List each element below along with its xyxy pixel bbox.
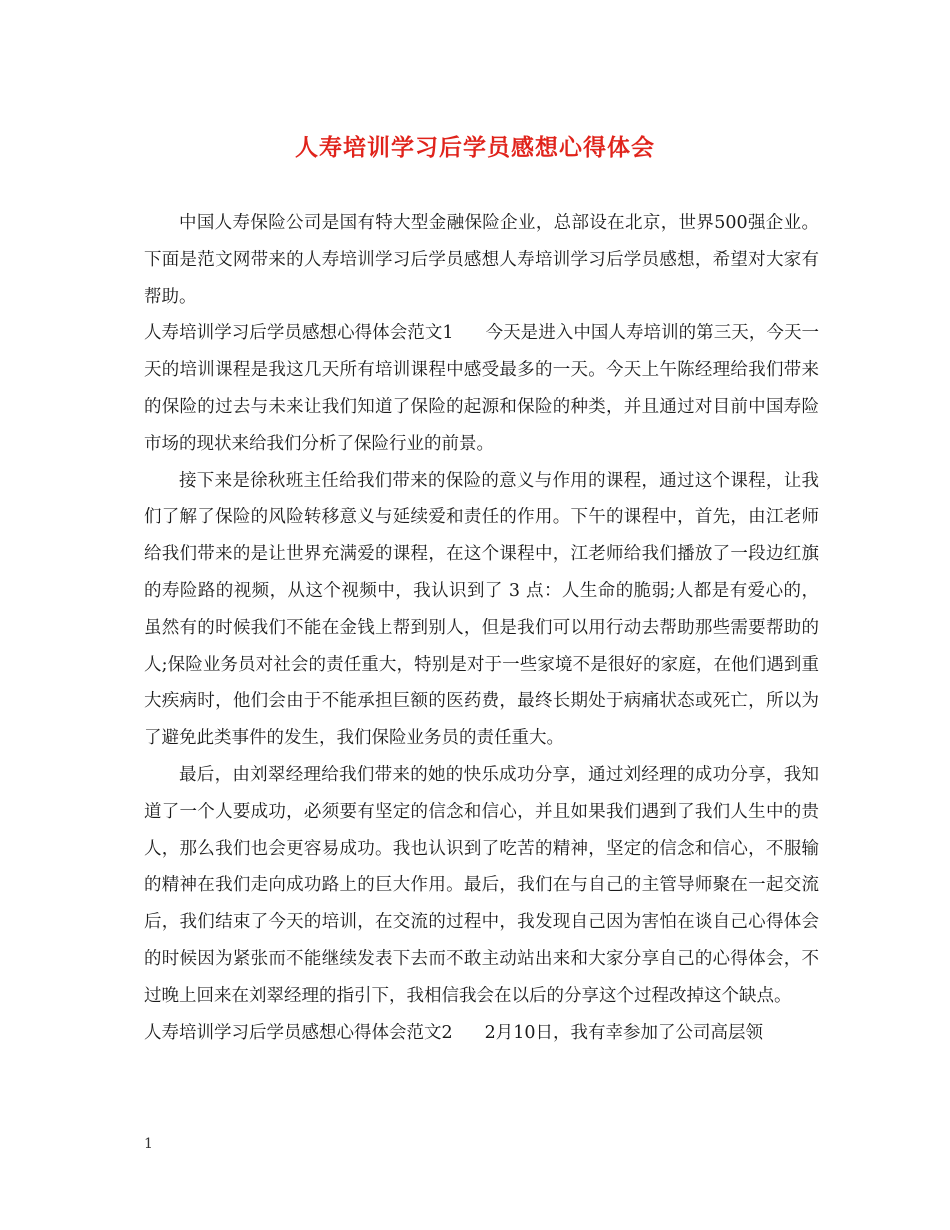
section1-first-text: 今天是进入中国人寿培训的第三天，今天一天的培训课程是我这几天所有培训课程中感受最多的一天。今天上午陈经理给我们带来的保险的过去与未来让我们知道了保险的起源和保险的种类，并且通过对目前中国寿险市场的现状来给我们分析了保险行业的前景。 (144, 323, 819, 454)
document-title: 人寿培训学习后学员感想心得体会 (295, 134, 655, 161)
paragraph-3: 最后，由刘翠经理给我们带来的她的快乐成功分享，通过刘经理的成功分享，我知道了一个人要成功，必须要有坚定的信念和信心，并且如果我们遇到了我们人生中的贵人，那么我们也会更容易成功。我也认识到了吃苦的精神，坚定的信念和信心，不服输的精神在我们走向成功路上的巨大作用。最后，我们在与自己的主管导师聚在一起交流后，我们结束了今天的培训，在交流的过程中，我发现自己因为害怕在谈自己心得体会的时候因为紧张而不能继续发表下去而不敢主动站出来和大家分享自己的心得体会，不过晚上回来在刘翠经理的指引下，我相信我会在以后的分享这个过程改掉这个缺点。 (144, 764, 819, 1006)
page-number: 1 (144, 1136, 153, 1152)
intro-paragraph: 中国人寿保险公司是国有特大型金融保险企业，总部设在北京，世界500强企业。下面是范文网带来的人寿培训学习后学员感想人寿培训学习后学员感想，希望对大家有帮助。 (144, 213, 819, 307)
section2-first-text: 2月10日，我有幸参加了公司高层领 (484, 1022, 764, 1043)
section2-paragraph (144, 1015, 819, 1052)
section1-heading: 人寿培训学习后学员感想心得体会范文1 (144, 323, 454, 344)
section2-heading: 人寿培训学习后学员感想心得体会范文2 (144, 1022, 453, 1043)
paragraph-2: 接下来是徐秋班主任给我们带来的保险的意义与作用的课程，通过这个课程，让我们了解了保险的风险转移意义与延续爱和责任的作用。下午的课程中，首先，由江老师给我们带来的是让世界充满爱的课程，在这个课程中，江老师给我们播放了一段边红旗的寿险路的视频，从这个视频中，我认识到了 3 点：人生命的脆弱;人都是有爱心的，虽然有的时候我们不能在金钱上帮到别人，但是我们可以用行动去帮助那些需要帮助的人;保险业务员对社会的责任重大，特别是对于一些家境不是很好的家庭，在他们遇到重大疾病时，他们会由于不能承担巨额的医药费，最终长期处于病痛状态或死亡，所以为了避免此类事件的发生，我们保险业务员的责任重大。 (144, 470, 819, 749)
section1-paragraph (144, 315, 819, 462)
document-body (144, 205, 819, 1051)
